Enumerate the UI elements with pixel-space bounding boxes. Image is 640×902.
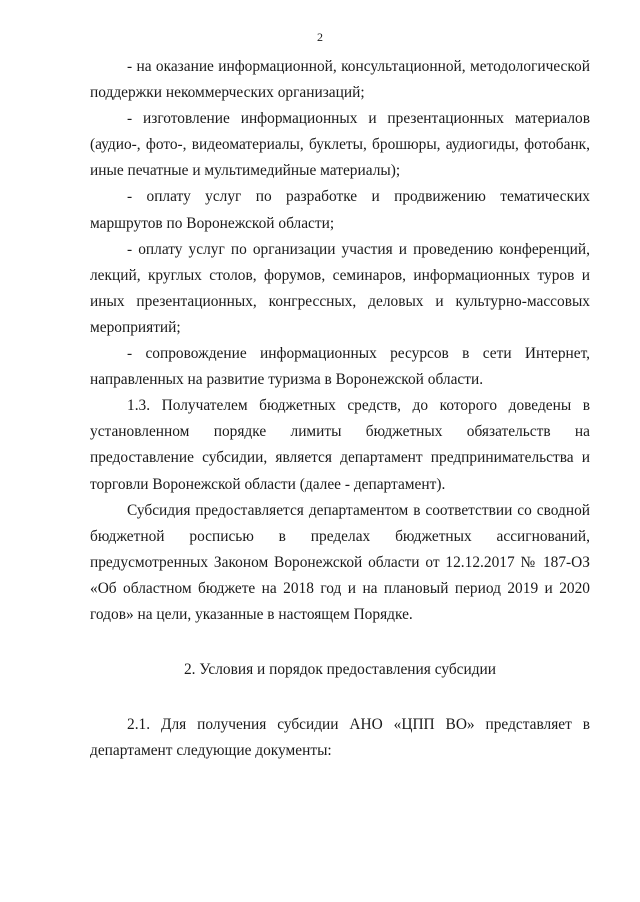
clause-2-1: 2.1. Для получения субсидии АНО «ЦПП ВО» представляет в департамент следующие документы: (90, 716, 590, 760)
clause-1-3: 1.3. Получателем бюджетных средств, до которого доведены в установленном порядке лимиты бюджетных обязательств на предоставление субсидии, является департамент предпринимательства и торговли Воронежской области (далее - департамент). (90, 397, 590, 493)
section-heading: 2. Условия и порядок предоставления субсидии (183, 661, 497, 679)
page-number: 2 (317, 30, 323, 44)
list-item-consulting-support: - на оказание информационной, консультационной, методологической поддержки некоммерческих организаций; (90, 58, 590, 102)
list-item-events: - оплату услуг по организации участия и проведению конференций, лекций, круглых столов, форумов, семинаров, информационных туров и иных презентационных, конгрессных, деловых и культурно-массовых мероприятий; (90, 240, 590, 336)
list-item-internet-resources: - сопровождение информационных ресурсов в сети Интернет, направленных на развитие туризма в Воронежской области. (90, 345, 590, 389)
subsidy-paragraph: Субсидия предоставляется департаментом в соответствии со сводной бюджетной росписью в пределах бюджетных ассигнований, предусмотренных Законом Воронежской области от 12.12.2017 № 187-ОЗ «Об областном бюджете на 2018 год и на плановый период 2019 и 2020 годов» на цели, указанные в настоящем Порядке. (90, 501, 590, 623)
list-item-presentation-materials: - изготовление информационных и презентационных материалов (аудио-, фото-, видеоматериалы, буклеты, брошюры, аудиогиды, фотобанк, иные печатные и мультимедийные материалы); (90, 110, 590, 180)
document-body (90, 54, 590, 764)
list-item-thematic-routes: - оплату услуг по разработке и продвижению тематических маршрутов по Воронежской области; (90, 188, 590, 232)
